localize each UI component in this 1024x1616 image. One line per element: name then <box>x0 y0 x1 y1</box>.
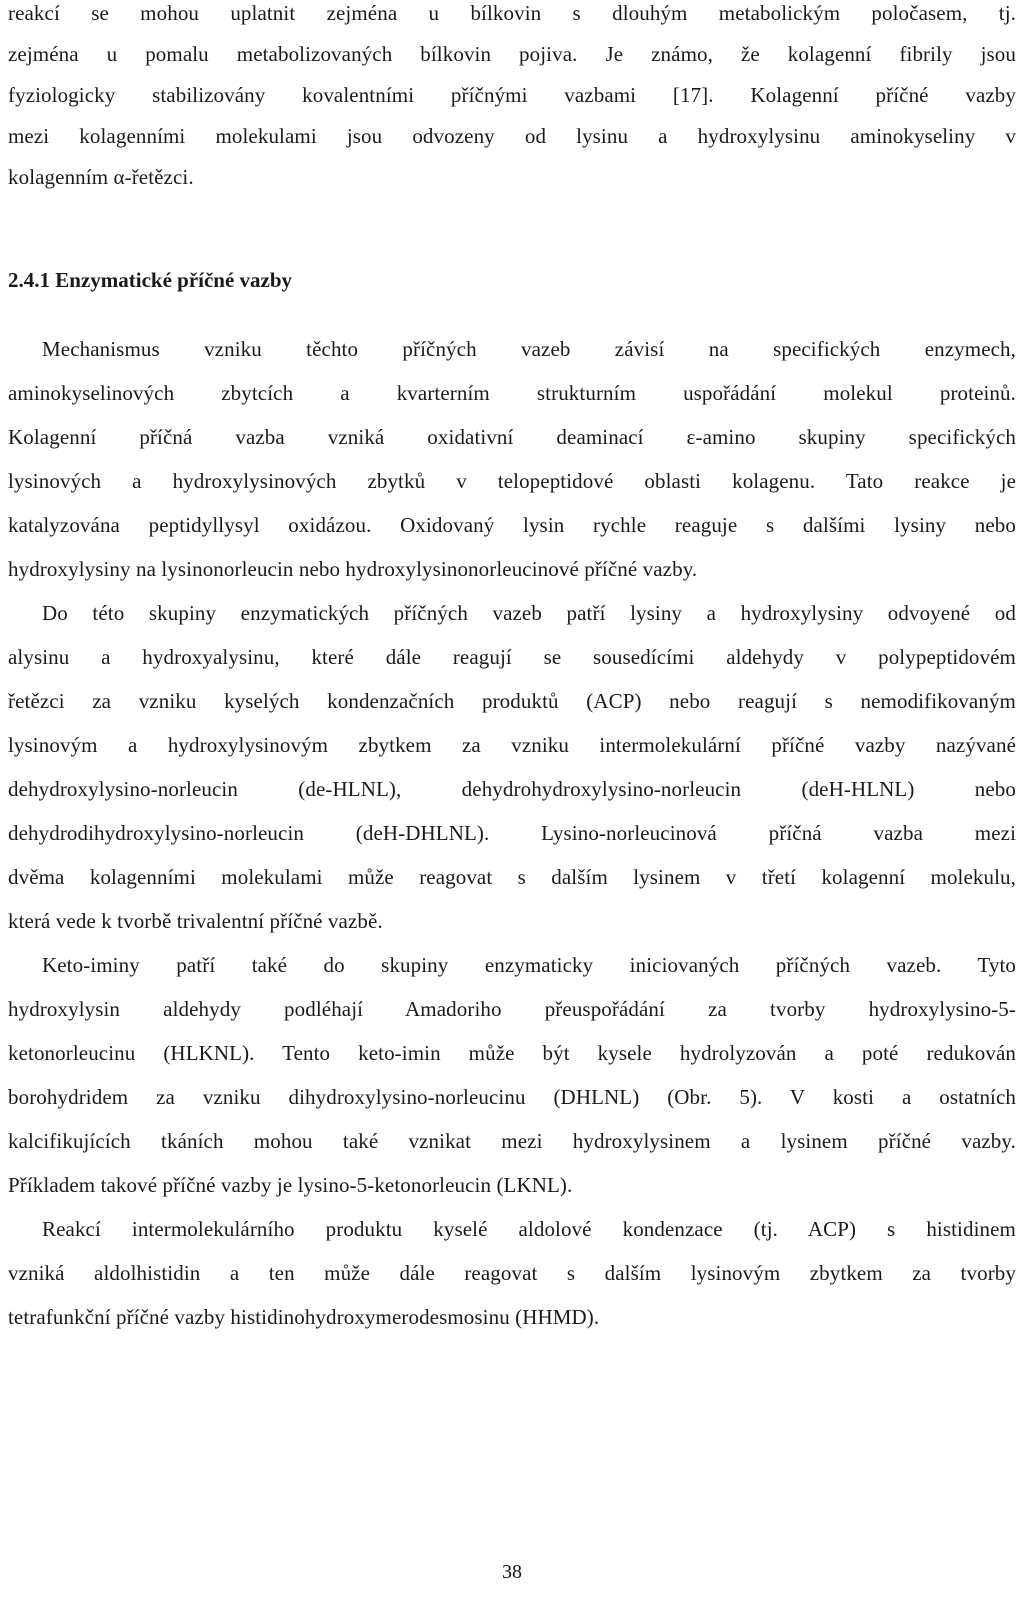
text-line: Příkladem takové příčné vazby je lysino-5-ketonorleucin (LKNL). <box>8 1173 573 1197</box>
text-line: alysinu a hydroxyalysinu, které dále reagují se sousedícími aldehydy v polypeptidovém <box>8 645 1016 669</box>
text-line: borohydridem za vzniku dihydroxylysino-norleucinu (DHLNL) (Obr. 5). V kosti a ostatních <box>8 1085 1016 1109</box>
text-line: dehydroxylysino-norleucin (de-HLNL), dehydrohydroxylysino-norleucin (deH-HLNL) nebo <box>8 777 1016 801</box>
text-line: vzniká aldolhistidin a ten může dále reagovat s dalším lysinovým zbytkem za tvorby <box>8 1261 1016 1285</box>
text-line: lysinových a hydroxylysinových zbytků v telopeptidové oblasti kolagenu. Tato reakce je <box>8 469 1016 493</box>
text-line: dvěma kolagenními molekulami může reagovat s dalším lysinem v třetí kolagenní molekulu, <box>8 865 1016 889</box>
text-line: zejména u pomalu metabolizovaných bílkovin pojiva. Je známo, že kolagenní fibrily jsou <box>8 42 1016 66</box>
text-line: Reakcí intermolekulárního produktu kyselé aldolové kondenzace (tj. ACP) s histidinem <box>42 1217 1016 1241</box>
page-number: 38 <box>502 1561 522 1583</box>
text-line: aminokyselinových zbytcích a kvarterním strukturním uspořádání molekul proteinů. <box>8 381 1016 405</box>
text-line: ketonorleucinu (HLKNL). Tento keto-imin může být kysele hydrolyzován a poté redukován <box>8 1041 1016 1065</box>
text-line: dehydrodihydroxylysino-norleucin (deH-DHLNL). Lysino-norleucinová příčná vazba mezi <box>8 821 1016 845</box>
text-line: lysinovým a hydroxylysinovým zbytkem za vzniku intermolekulární příčné vazby nazývané <box>8 733 1016 757</box>
text-line: Do této skupiny enzymatických příčných vazeb patří lysiny a hydroxylysiny odvoyené od <box>42 601 1016 625</box>
text-line: tetrafunkční příčné vazby histidinohydroxymerodesmosinu (HHMD). <box>8 1305 600 1329</box>
text-line: která vede k tvorbě trivalentní příčné vazbě. <box>8 909 383 933</box>
text-line: Keto-iminy patří také do skupiny enzymaticky iniciovaných příčných vazeb. Tyto <box>42 953 1016 977</box>
text-line: mezi kolagenními molekulami jsou odvozeny od lysinu a hydroxylysinu aminokyseliny v <box>8 124 1016 148</box>
text-line: řetězci za vzniku kyselých kondenzačních produktů (ACP) nebo reagují s nemodifikovaným <box>8 689 1016 713</box>
text-line: kalcifikujících tkáních mohou také vznikat mezi hydroxylysinem a lysinem příčné vazby. <box>8 1129 1016 1153</box>
text-line: reakcí se mohou uplatnit zejména u bílkovin s dlouhým metabolickým poločasem, tj. <box>8 1 1016 25</box>
section-heading: 2.4.1 Enzymatické příčné vazby <box>8 268 293 292</box>
text-line: Mechanismus vzniku těchto příčných vazeb závisí na specifických enzymech, <box>42 337 1016 361</box>
text-line: fyziologicky stabilizovány kovalentními příčnými vazbami [17]. Kolagenní příčné vazby <box>8 83 1016 107</box>
text-line: kolagenním α-řetězci. <box>8 165 194 189</box>
text-line: Kolagenní příčná vazba vzniká oxidativní deaminací ε-amino skupiny specifických <box>8 425 1016 449</box>
text-line: katalyzována peptidyllysyl oxidázou. Oxidovaný lysin rychle reaguje s dalšími lysiny nebo <box>8 513 1016 537</box>
text-line: hydroxylysiny na lysinonorleucin nebo hydroxylysinonorleucinové příčné vazby. <box>8 557 698 581</box>
text-line: hydroxylysin aldehydy podléhají Amadoriho přeuspořádání za tvorby hydroxylysino-5- <box>8 997 1016 1021</box>
